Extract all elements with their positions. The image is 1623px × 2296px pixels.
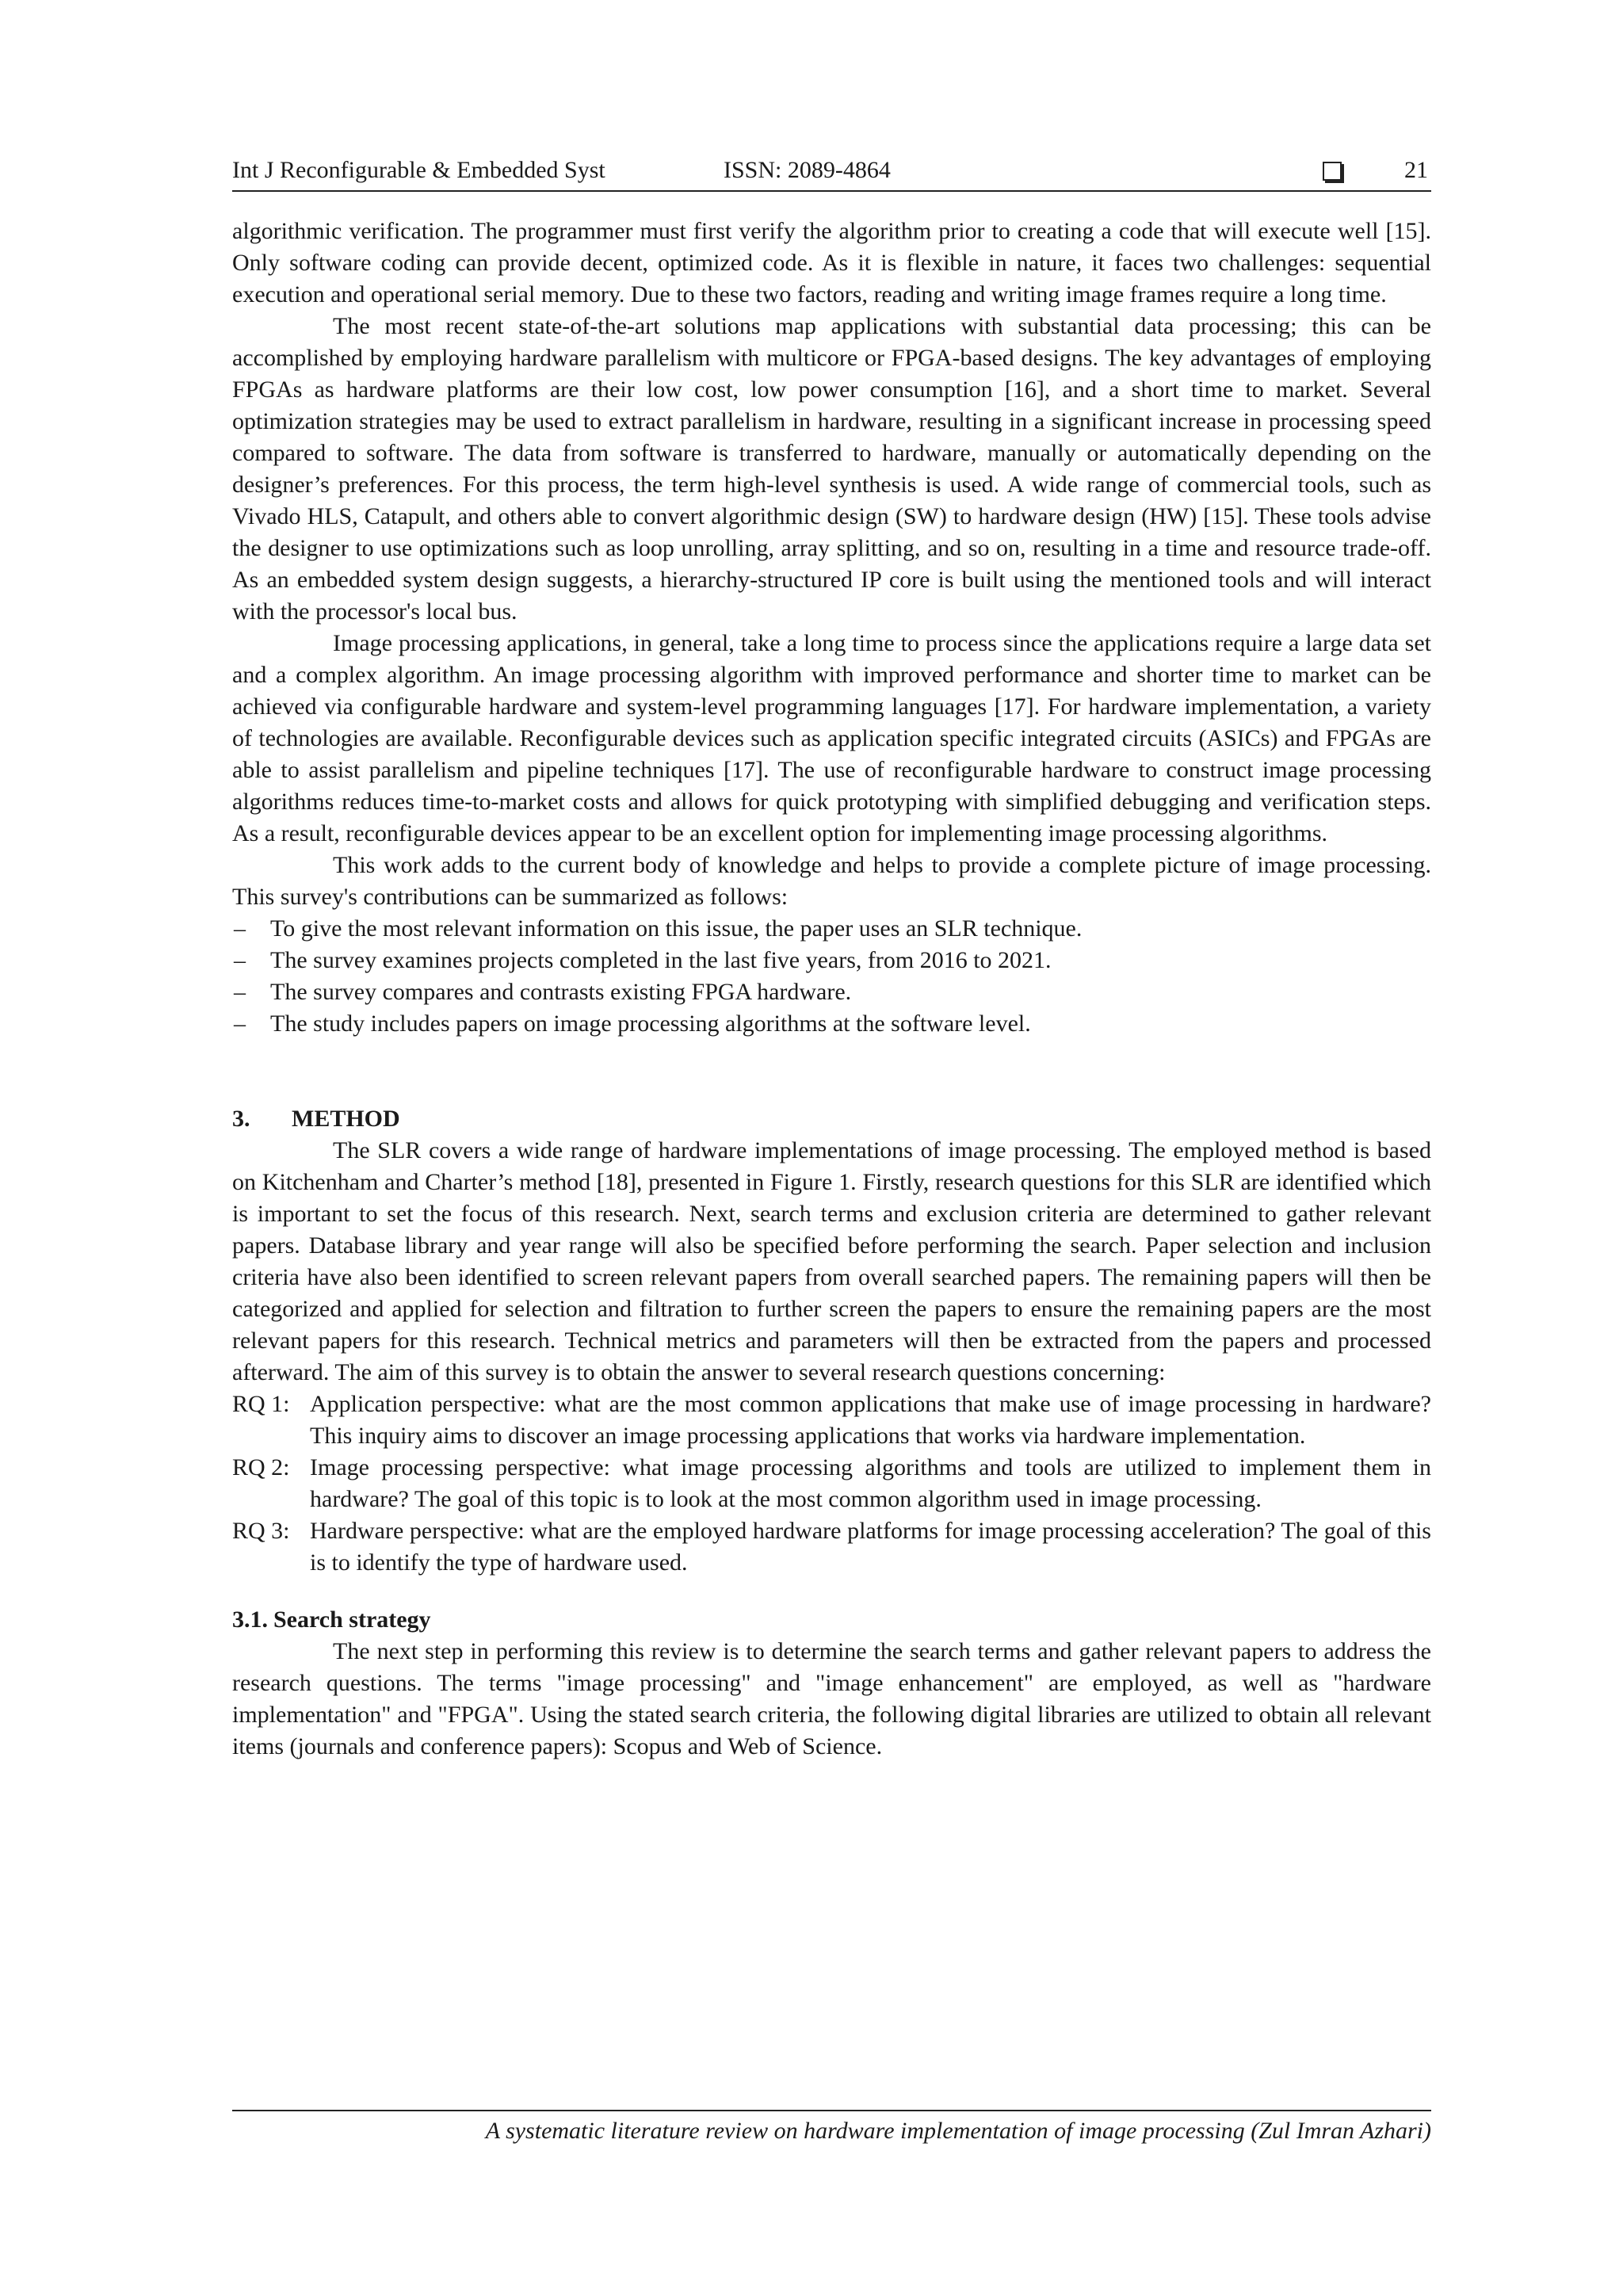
method-paragraph: The SLR covers a wide range of hardware implementations of image processing. The employed method is based on Kitchenham and Charter’s method [18], presented in Figure 1. Firstly, research questions for this SLR are identified which is important to set the focus of this research. Next, search terms and exclusion criteria are determined to gather relevant papers. Database library and year range will also be specified before performing the search. Paper selection and inclusion criteria have also been identified to screen relevant papers from overall searched papers. The remaining papers will then be categorized and applied for selection and filtration to further screen the papers to ensure the remaining papers are the most relevant papers for this research. Technical metrics and parameters will then be extracted from the papers and processed afterward. The aim of this survey is to obtain the answer to several research questions concerning: [232,1137,1431,1385]
body-text [232,216,1431,1763]
research-question-2 [232,1452,1431,1515]
subsection-number: 3.1. [232,1606,268,1633]
journal-name: Int J Reconfigurable & Embedded Syst [232,157,605,183]
rq-label: RQ 2: [232,1454,290,1480]
research-question-1 [232,1389,1431,1452]
running-footer [232,2110,1431,2145]
search-strategy-paragraph: The next step in performing this review is to determine the search terms and gather relevant papers to address the research questions. The terms "image processing" and "image enhancement" are employed, as well as "hardware implementation" and "FPGA". Using the stated search criteria, the following digital libraries are utilized to obtain all relevant items (journals and conference papers): Scopus and Web of Science. [232,1638,1431,1759]
dash-marker: – [234,915,246,942]
dash-marker: – [234,1010,246,1037]
section-heading-method [232,1103,1431,1135]
page-number: 21 [1404,157,1428,183]
research-question-3 [232,1515,1431,1579]
rq-label: RQ 3: [232,1518,290,1544]
paragraph-2: The most recent state-of-the-art solutions map applications with substantial data processing; this can be accomplished by employing hardware parallelism with multicore or FPGA-based designs. The key advantages of employing FPGAs as hardware platforms are their low cost, low power consumption [16], and a short time to market. Several optimization strategies may be used to extract parallelism in hardware, resulting in a significant increase in processing speed compared to software. The data from software is transferred to hardware, manually or automatically depending on the designer’s preferences. For this process, the term high-level synthesis is used. A wide range of commercial tools, such as Vivado HLS, Catapult, and others able to convert algorithmic design (SW) to hardware design (HW) [15]. These tools advise the designer to use optimizations such as loop unrolling, array splitting, and so on, resulting in a time and resource trade-off. As an embedded system design suggests, a hierarchy-structured IP core is built using the mentioned tools and will interact with the processor's local bus. [232,313,1431,625]
paragraph-3: Image processing applications, in general, take a long time to process since the applications require a large data set and a complex algorithm. An image processing algorithm with improved performance and shorter time to market can be achieved via configurable hardware and system-level programming languages [17]. For hardware implementation, a variety of technologies are available. Reconfigurable devices such as application specific integrated circuits (ASICs) and FPGAs are able to assist parallelism and pipeline techniques [17]. The use of reconfigurable hardware to construct image processing algorithms reduces time-to-market costs and allows for quick prototyping with simplified debugging and verification steps. As a result, reconfigurable devices appear to be an excellent option for implementing image processing algorithms. [232,630,1431,846]
section-number: 3. [232,1106,250,1132]
section-title: METHOD [292,1106,400,1132]
footer-citation: A systematic literature review on hardware implementation of image processing (Zul Imran Azhari) [485,2118,1431,2144]
subsection-heading-search-strategy [232,1604,1431,1636]
issn: ISSN: 2089-4864 [724,157,891,183]
list-item: – The survey examines projects completed in the last five years, from 2016 to 2021. [232,945,1431,976]
rq-text: Image processing perspective: what image processing algorithms and tools are utilized to implement them in hardware? The goal of this topic is to look at the most common algorithm used in image processing. [310,1454,1431,1512]
rq-text: Application perspective: what are the most common applications that make use of image processing in hardware? This inquiry aims to discover an image processing applications that works via hardware implementation. [310,1391,1431,1449]
dash-marker: – [234,979,246,1005]
rq-label: RQ 1: [232,1391,290,1417]
rq-text: Hardware perspective: what are the employed hardware platforms for image processing acceleration? The goal of this is to identify the type of hardware used. [310,1518,1431,1576]
checkbox-square-icon [1323,162,1342,181]
paragraph-4: This work adds to the current body of knowledge and helps to provide a complete picture of image processing. This survey's contributions can be summarized as follows: [232,852,1431,910]
running-header [232,155,1431,192]
dash-marker: – [234,947,246,973]
list-item: – To give the most relevant information on this issue, the paper uses an SLR technique. [232,913,1431,945]
list-item: – The study includes papers on image processing algorithms at the software level. [232,1008,1431,1040]
paragraph-1: algorithmic verification. The programmer must first verify the algorithm prior to creating a code that will execute well [15]. Only software coding can provide decent, optimized code. As it is flexible in nature, it faces two challenges: sequential execution and operational serial memory. Due to these two factors, reading and writing image frames require a long time. [232,218,1431,308]
subsection-title: Search strategy [273,1606,431,1633]
contributions-list [232,913,1431,1040]
list-item: – The survey compares and contrasts existing FPGA hardware. [232,976,1431,1008]
